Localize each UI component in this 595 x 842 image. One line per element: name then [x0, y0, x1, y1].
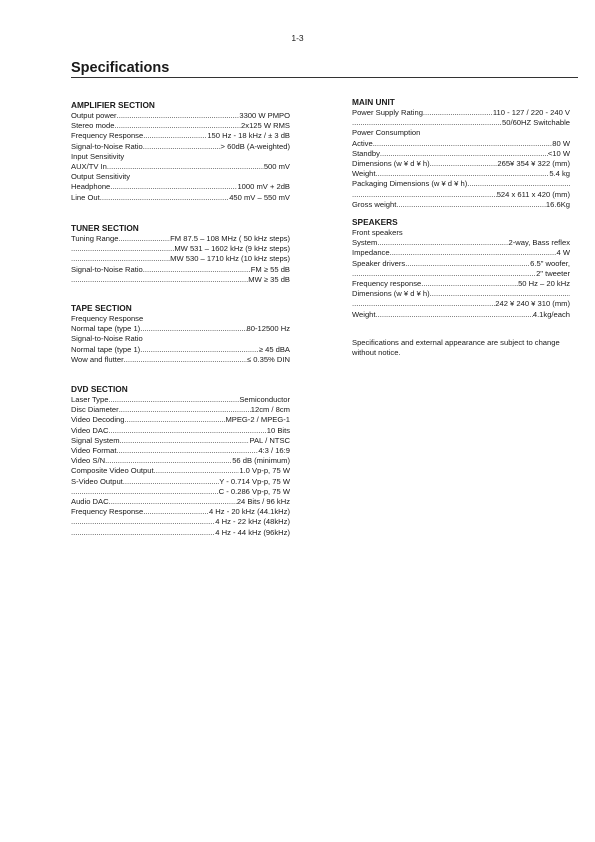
spec-value: 4.1kg/each — [532, 309, 570, 319]
dot-leader — [108, 426, 266, 436]
spec-value: 6.5" woofer, — [530, 258, 570, 268]
spec-label: Frequency response — [352, 279, 422, 289]
amplifier-heading: AMPLIFIER SECTION — [71, 100, 155, 110]
spec-label: Headphone — [71, 182, 111, 192]
spec-label: Output power — [71, 111, 117, 120]
spec-value: > 60dB (A-weighted) — [220, 141, 290, 151]
amplifier-section — [71, 100, 290, 203]
spec-value: 1000 mV + 2dB — [237, 182, 290, 192]
spec-subheading: Output Sensitivity — [71, 172, 131, 182]
spec-value: 50/60HZ Switchable — [502, 118, 570, 128]
spec-row — [71, 142, 290, 152]
dot-leader — [376, 169, 550, 179]
spec-label: Standby — [352, 148, 380, 158]
spec-value: MW 530 – 1710 kHz (10 kHz steps) — [170, 254, 290, 264]
tape-heading: TAPE SECTION — [71, 303, 132, 313]
dot-leader — [143, 131, 207, 141]
speakers-section — [352, 217, 570, 320]
spec-row — [352, 169, 570, 179]
spec-value: 150 Hz - 18 kHz / ± 3 dB — [207, 131, 290, 141]
spec-value: FM 87.5 – 108 MHz ( 50 kHz steps) — [170, 234, 290, 243]
dot-leader — [143, 507, 209, 517]
spec-subheading: Signal-to-Noise Ratio — [71, 334, 143, 344]
dot-leader — [373, 139, 553, 149]
spec-label: S-Video Output — [71, 476, 123, 486]
spec-label: Active — [352, 138, 373, 148]
spec-label: Frequency Response — [71, 131, 144, 141]
dot-leader — [108, 395, 239, 405]
dot-leader — [405, 259, 530, 269]
spec-label: Frequency Response — [71, 507, 144, 517]
spec-row — [71, 265, 290, 275]
spec-value: 12cm / 8cm — [250, 405, 290, 415]
dot-leader — [377, 238, 508, 248]
tape-section — [71, 303, 290, 365]
spec-row — [71, 456, 290, 466]
dot-leader — [352, 190, 497, 200]
disclaimer-line-2: without notice. — [352, 348, 401, 358]
spec-value: PAL / NTSC — [249, 435, 290, 445]
spec-row — [71, 345, 290, 355]
dot-leader — [140, 324, 246, 334]
spec-row — [71, 446, 290, 456]
spec-label: Video Decoding — [71, 415, 125, 425]
dot-leader — [352, 118, 502, 128]
spec-value: 2x125 W RMS — [241, 121, 290, 131]
spec-row — [352, 118, 570, 128]
spec-value: 24 Bits / 96 kHz — [236, 497, 290, 507]
spec-value: 242 ¥ 240 ¥ 310 (mm) — [495, 299, 570, 309]
spec-row — [71, 355, 290, 365]
dot-leader — [119, 405, 251, 415]
spec-row — [71, 426, 290, 436]
dot-leader — [430, 289, 570, 299]
spec-row — [71, 436, 290, 446]
spec-row — [352, 149, 570, 159]
spec-value: 80 W — [552, 138, 570, 148]
spec-value: MW ≥ 35 dB — [248, 274, 290, 284]
spec-value: ≥ 45 dBA — [258, 344, 290, 354]
spec-value: MW 531 – 1602 kHz (9 kHz steps) — [174, 244, 290, 254]
disclaimer-line-1: Specifications and external appearance are subject to change — [352, 338, 560, 347]
spec-label: Video S/N — [71, 456, 106, 466]
page-title: Specifications — [71, 60, 170, 76]
dot-leader — [467, 179, 570, 189]
spec-label: Signal System — [71, 435, 120, 445]
title-divider — [71, 77, 578, 78]
spec-row — [71, 487, 290, 497]
spec-row — [71, 517, 290, 527]
spec-row — [71, 415, 290, 425]
spec-value: Y - 0.714 Vp-p, 75 W — [219, 476, 290, 486]
dot-leader — [376, 310, 533, 320]
spec-value: 3300 W PMPO — [239, 111, 290, 120]
dot-leader — [71, 244, 174, 254]
spec-value: 80-12500 Hz — [246, 324, 290, 334]
tuner-heading: TUNER SECTION — [71, 223, 139, 233]
dot-leader — [143, 142, 221, 152]
spec-row — [352, 200, 570, 210]
dot-leader — [423, 108, 493, 118]
spec-row — [352, 289, 570, 299]
spec-row — [352, 179, 570, 189]
spec-row — [71, 234, 290, 244]
main-unit-section — [352, 97, 570, 210]
spec-value: 10 Bits — [266, 425, 290, 435]
spec-subheading: Power Consumption — [352, 128, 421, 138]
dot-leader — [109, 497, 237, 507]
spec-row — [352, 279, 570, 289]
spec-subheading: Frequency Response — [71, 314, 144, 323]
spec-label: Gross weight — [352, 199, 397, 209]
spec-value: 56 dB (minimum) — [232, 456, 290, 466]
spec-label: Video Format — [71, 446, 117, 456]
spec-value: 4 Hz - 22 kHz (48kHz) — [215, 517, 290, 527]
dot-leader — [352, 299, 495, 309]
spec-label: Disc Diameter — [71, 405, 119, 415]
spec-row — [71, 131, 290, 141]
spec-value: FM ≥ 55 dB — [250, 264, 290, 274]
dot-leader — [71, 254, 170, 264]
spec-value: ≤ 0.35% DIN — [247, 354, 290, 364]
spec-value: <10 W — [547, 148, 570, 158]
dot-leader — [380, 149, 548, 159]
dot-leader — [71, 275, 248, 285]
spec-value: 5.4 kg — [549, 169, 570, 179]
spec-value: 110 - 127 / 220 - 240 V — [492, 108, 570, 117]
spec-value: 265¥ 354 ¥ 322 (mm) — [497, 159, 570, 169]
dot-leader — [421, 279, 518, 289]
spec-label: Audio DAC — [71, 497, 109, 507]
spec-row — [352, 269, 570, 279]
spec-subheading: Input Sensitivity — [71, 151, 125, 161]
spec-label: Line Out — [71, 192, 100, 202]
spec-value: 4 Hz - 44 kHz (96kHz) — [215, 527, 290, 537]
spec-label: Weight — [352, 169, 376, 179]
dot-leader — [100, 193, 229, 203]
dot-leader — [123, 477, 219, 487]
spec-row — [352, 190, 570, 200]
spec-label: Packaging Dimensions (w ¥ d ¥ h) — [352, 179, 468, 189]
dot-leader — [430, 159, 498, 169]
dot-leader — [396, 200, 546, 210]
dvd-heading: DVD SECTION — [71, 384, 128, 394]
spec-row — [71, 395, 290, 405]
spec-label: Dimensions (w ¥ d ¥ h) — [352, 159, 430, 169]
spec-label: System — [352, 238, 378, 248]
spec-label: Video DAC — [71, 425, 109, 435]
spec-row — [71, 507, 290, 517]
spec-value: 4:3 / 16:9 — [258, 446, 290, 456]
spec-label: Power Supply Rating — [352, 108, 423, 117]
dot-leader — [105, 456, 232, 466]
spec-value: 450 mV – 550 mV — [229, 192, 290, 202]
spec-row — [352, 238, 570, 248]
spec-value: 524 x 611 x 420 (mm) — [496, 189, 570, 199]
spec-label: Signal-to-Noise Ratio — [71, 264, 143, 274]
spec-row — [71, 182, 290, 192]
spec-row — [71, 477, 290, 487]
spec-label: Normal tape (type 1) — [71, 344, 141, 354]
spec-label: Laser Type — [71, 395, 109, 404]
dot-leader — [114, 121, 241, 131]
spec-label: AUX/TV In — [71, 162, 107, 172]
dvd-section — [71, 384, 290, 538]
spec-row — [71, 121, 290, 131]
spec-label: Dimensions (w ¥ d ¥ h) — [352, 289, 430, 299]
main-unit-heading: MAIN UNIT — [352, 97, 395, 107]
spec-row — [71, 254, 290, 264]
dot-leader — [118, 234, 170, 244]
spec-label: Stereo mode — [71, 121, 115, 131]
page-number: 1-3 — [291, 33, 304, 43]
dot-leader — [390, 248, 557, 258]
spec-row — [71, 466, 290, 476]
spec-subheading: Front speakers — [352, 228, 403, 237]
spec-value: 4 W — [556, 248, 570, 258]
spec-row — [71, 324, 290, 334]
dot-leader — [116, 446, 258, 456]
spec-row — [352, 259, 570, 269]
spec-value: 500 mV — [263, 162, 290, 172]
spec-label: Impedance — [352, 248, 390, 258]
spec-label: Weight — [352, 309, 376, 319]
spec-row — [71, 193, 290, 203]
dot-leader — [352, 269, 536, 279]
disclaimer-note — [352, 338, 570, 358]
spec-value: Semiconductor — [239, 395, 290, 404]
dot-leader — [120, 436, 250, 446]
dot-leader — [140, 345, 259, 355]
spec-row — [352, 159, 570, 169]
spec-label: Signal-to-Noise Ratio — [71, 141, 143, 151]
spec-value: 16.6Kg — [545, 199, 570, 209]
dot-leader — [71, 517, 215, 527]
dot-leader — [71, 528, 215, 538]
spec-value: 50 Hz – 20 kHz — [518, 279, 570, 289]
spec-row — [71, 405, 290, 415]
spec-row — [71, 275, 290, 285]
spec-row — [352, 139, 570, 149]
spec-value: 4 Hz - 20 kHz (44.1kHz) — [208, 507, 290, 517]
spec-row — [71, 111, 290, 121]
spec-value: 2-way, Bass reflex — [508, 238, 570, 248]
dot-leader — [71, 487, 219, 497]
dot-leader — [117, 111, 240, 121]
spec-value: MPEG-2 / MPEG-1 — [225, 415, 290, 425]
spec-row — [71, 497, 290, 507]
spec-value: C - 0.286 Vp-p, 75 W — [218, 486, 290, 496]
spec-row — [352, 299, 570, 309]
spec-label: Speaker drivers — [352, 258, 406, 268]
spec-row — [352, 248, 570, 258]
spec-row — [352, 108, 570, 118]
spec-value: 1.0 Vp-p, 75 W — [239, 466, 290, 476]
speakers-heading: SPEAKERS — [352, 217, 398, 227]
spec-label: Normal tape (type 1) — [71, 324, 141, 334]
spec-label: Composite Video Output — [71, 466, 154, 476]
spec-row — [71, 162, 290, 172]
dot-leader — [124, 355, 247, 365]
spec-row — [352, 310, 570, 320]
dot-leader — [107, 162, 264, 172]
dot-leader — [110, 182, 237, 192]
spec-label: Tuning Range — [71, 234, 119, 243]
dot-leader — [124, 415, 225, 425]
spec-row — [71, 244, 290, 254]
tuner-section — [71, 223, 290, 285]
spec-row — [71, 528, 290, 538]
spec-label: Wow and flutter — [71, 354, 124, 364]
spec-value: 2" tweeter — [536, 268, 570, 278]
dot-leader — [154, 466, 240, 476]
dot-leader — [143, 265, 251, 275]
